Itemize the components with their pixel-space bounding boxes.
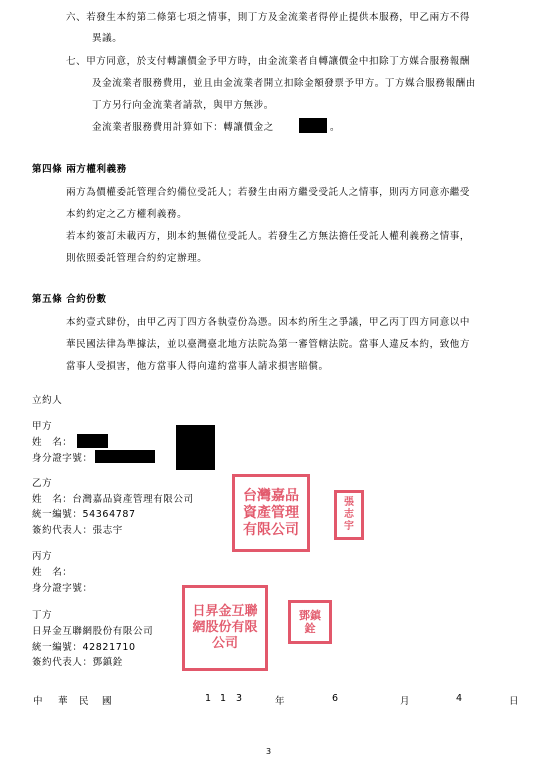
party-a-name-label: 姓 名： <box>32 437 73 448</box>
article4-p1-line2: 本約約定之乙方權利義務。 <box>66 209 188 220</box>
date-char-3: 民 <box>79 696 89 707</box>
article4-p2-line2: 則依照委託管理合約約定辦理。 <box>66 253 208 264</box>
redacted-party-a-name <box>77 434 108 448</box>
article5-heading: 第五條 合約份數 <box>32 294 107 305</box>
rep-seal-party-d: 鄧鎮銓 <box>288 600 332 644</box>
party-a-label: 甲方 <box>32 421 53 432</box>
date-month: 6 <box>332 693 339 704</box>
party-d-label: 丁方 <box>32 610 53 621</box>
article4-p2-line1: 若本約簽訂未載丙方，則本約無備位受託人。若發生乙方無法擔任受託人權利義務之情事， <box>66 231 471 242</box>
rep-seal-party-b: 張志宇 <box>334 490 364 540</box>
page-number: 3 <box>266 747 272 756</box>
signatories-title: 立約人 <box>32 395 63 406</box>
date-char-4: 國 <box>102 696 112 707</box>
item7-line4: 金流業者服務費用計算如下：轉讓價金之 <box>92 122 274 133</box>
date-char-1: 中 <box>33 696 43 707</box>
item7-line1: 七、甲方同意，於支付轉讓價金予甲方時，由金流業者自轉讓價金中扣除丁方媒合服務報酬 <box>66 56 471 67</box>
item6-line1: 六、若發生本約第二條第七項之情事，則丁方及金流業者得停止提供本服務，甲乙兩方不得 <box>66 12 471 23</box>
company-seal-party-b: 台灣嘉品資產管理有限公司 <box>232 474 310 552</box>
company-seal-party-d: 日昇金互聯網股份有限公司 <box>182 585 268 671</box>
party-a-id-label: 身分證字號： <box>32 453 93 464</box>
party-d-rep: 簽約代表人：鄧鎮銓 <box>32 657 123 668</box>
item6-line2: 異議。 <box>92 33 123 44</box>
redacted-party-a-id <box>95 450 155 463</box>
party-b-rep: 簽約代表人：張志宇 <box>32 525 123 536</box>
date-year-digit-1: 1 <box>205 693 212 704</box>
date-month-label: 月 <box>400 696 410 707</box>
party-b-name: 姓 名：台灣嘉品資產管理有限公司 <box>32 494 194 505</box>
party-b-label: 乙方 <box>32 478 53 489</box>
article4-p1-line1: 兩方為價權委託管理合約備位受託人；若發生由兩方繼受受託人之情事，則丙方同意亦繼受 <box>66 187 471 198</box>
date-day: 4 <box>456 693 463 704</box>
article5-p1-line3: 當事人受損害，他方當事人得向違約當事人請求損害賠償。 <box>66 361 329 372</box>
redacted-fee-rate <box>299 118 327 133</box>
party-c-label: 丙方 <box>32 551 53 562</box>
party-c-name-label: 姓 名： <box>32 567 73 578</box>
item7-line2: 及金流業者服務費用，並且由金流業者開立扣除金額發票予甲方。丁方媒合服務報酬由 <box>92 78 476 89</box>
party-b-tax-id: 統一編號：54364787 <box>32 509 136 520</box>
article5-p1-line1: 本約壹式肆份，由甲乙丙丁四方各執壹份為憑。因本約所生之爭議，甲乙丙丁四方同意以中 <box>66 317 471 328</box>
article4-heading: 第四條 兩方權利義務 <box>32 164 127 175</box>
party-d-tax-id: 統一編號：42821710 <box>32 642 136 653</box>
item7-line3: 丁方另行向金流業者請款，與甲方無涉。 <box>92 100 274 111</box>
date-char-2: 華 <box>58 696 68 707</box>
party-c-id-label: 身分證字號： <box>32 583 93 594</box>
redacted-party-a-seal <box>176 425 215 470</box>
article5-p1-line2: 華民國法律為準據法，並以臺灣臺北地方法院為第一審管轄法院。當事人違反本約，致他方 <box>66 339 471 350</box>
date-day-label: 日 <box>509 696 519 707</box>
period-mark: 。 <box>330 122 341 133</box>
date-year-label: 年 <box>275 696 285 707</box>
date-year-digit-3: 3 <box>236 693 243 704</box>
date-year-digit-2: 1 <box>220 693 227 704</box>
party-d-name: 日昇金互聯網股份有限公司 <box>32 626 154 637</box>
